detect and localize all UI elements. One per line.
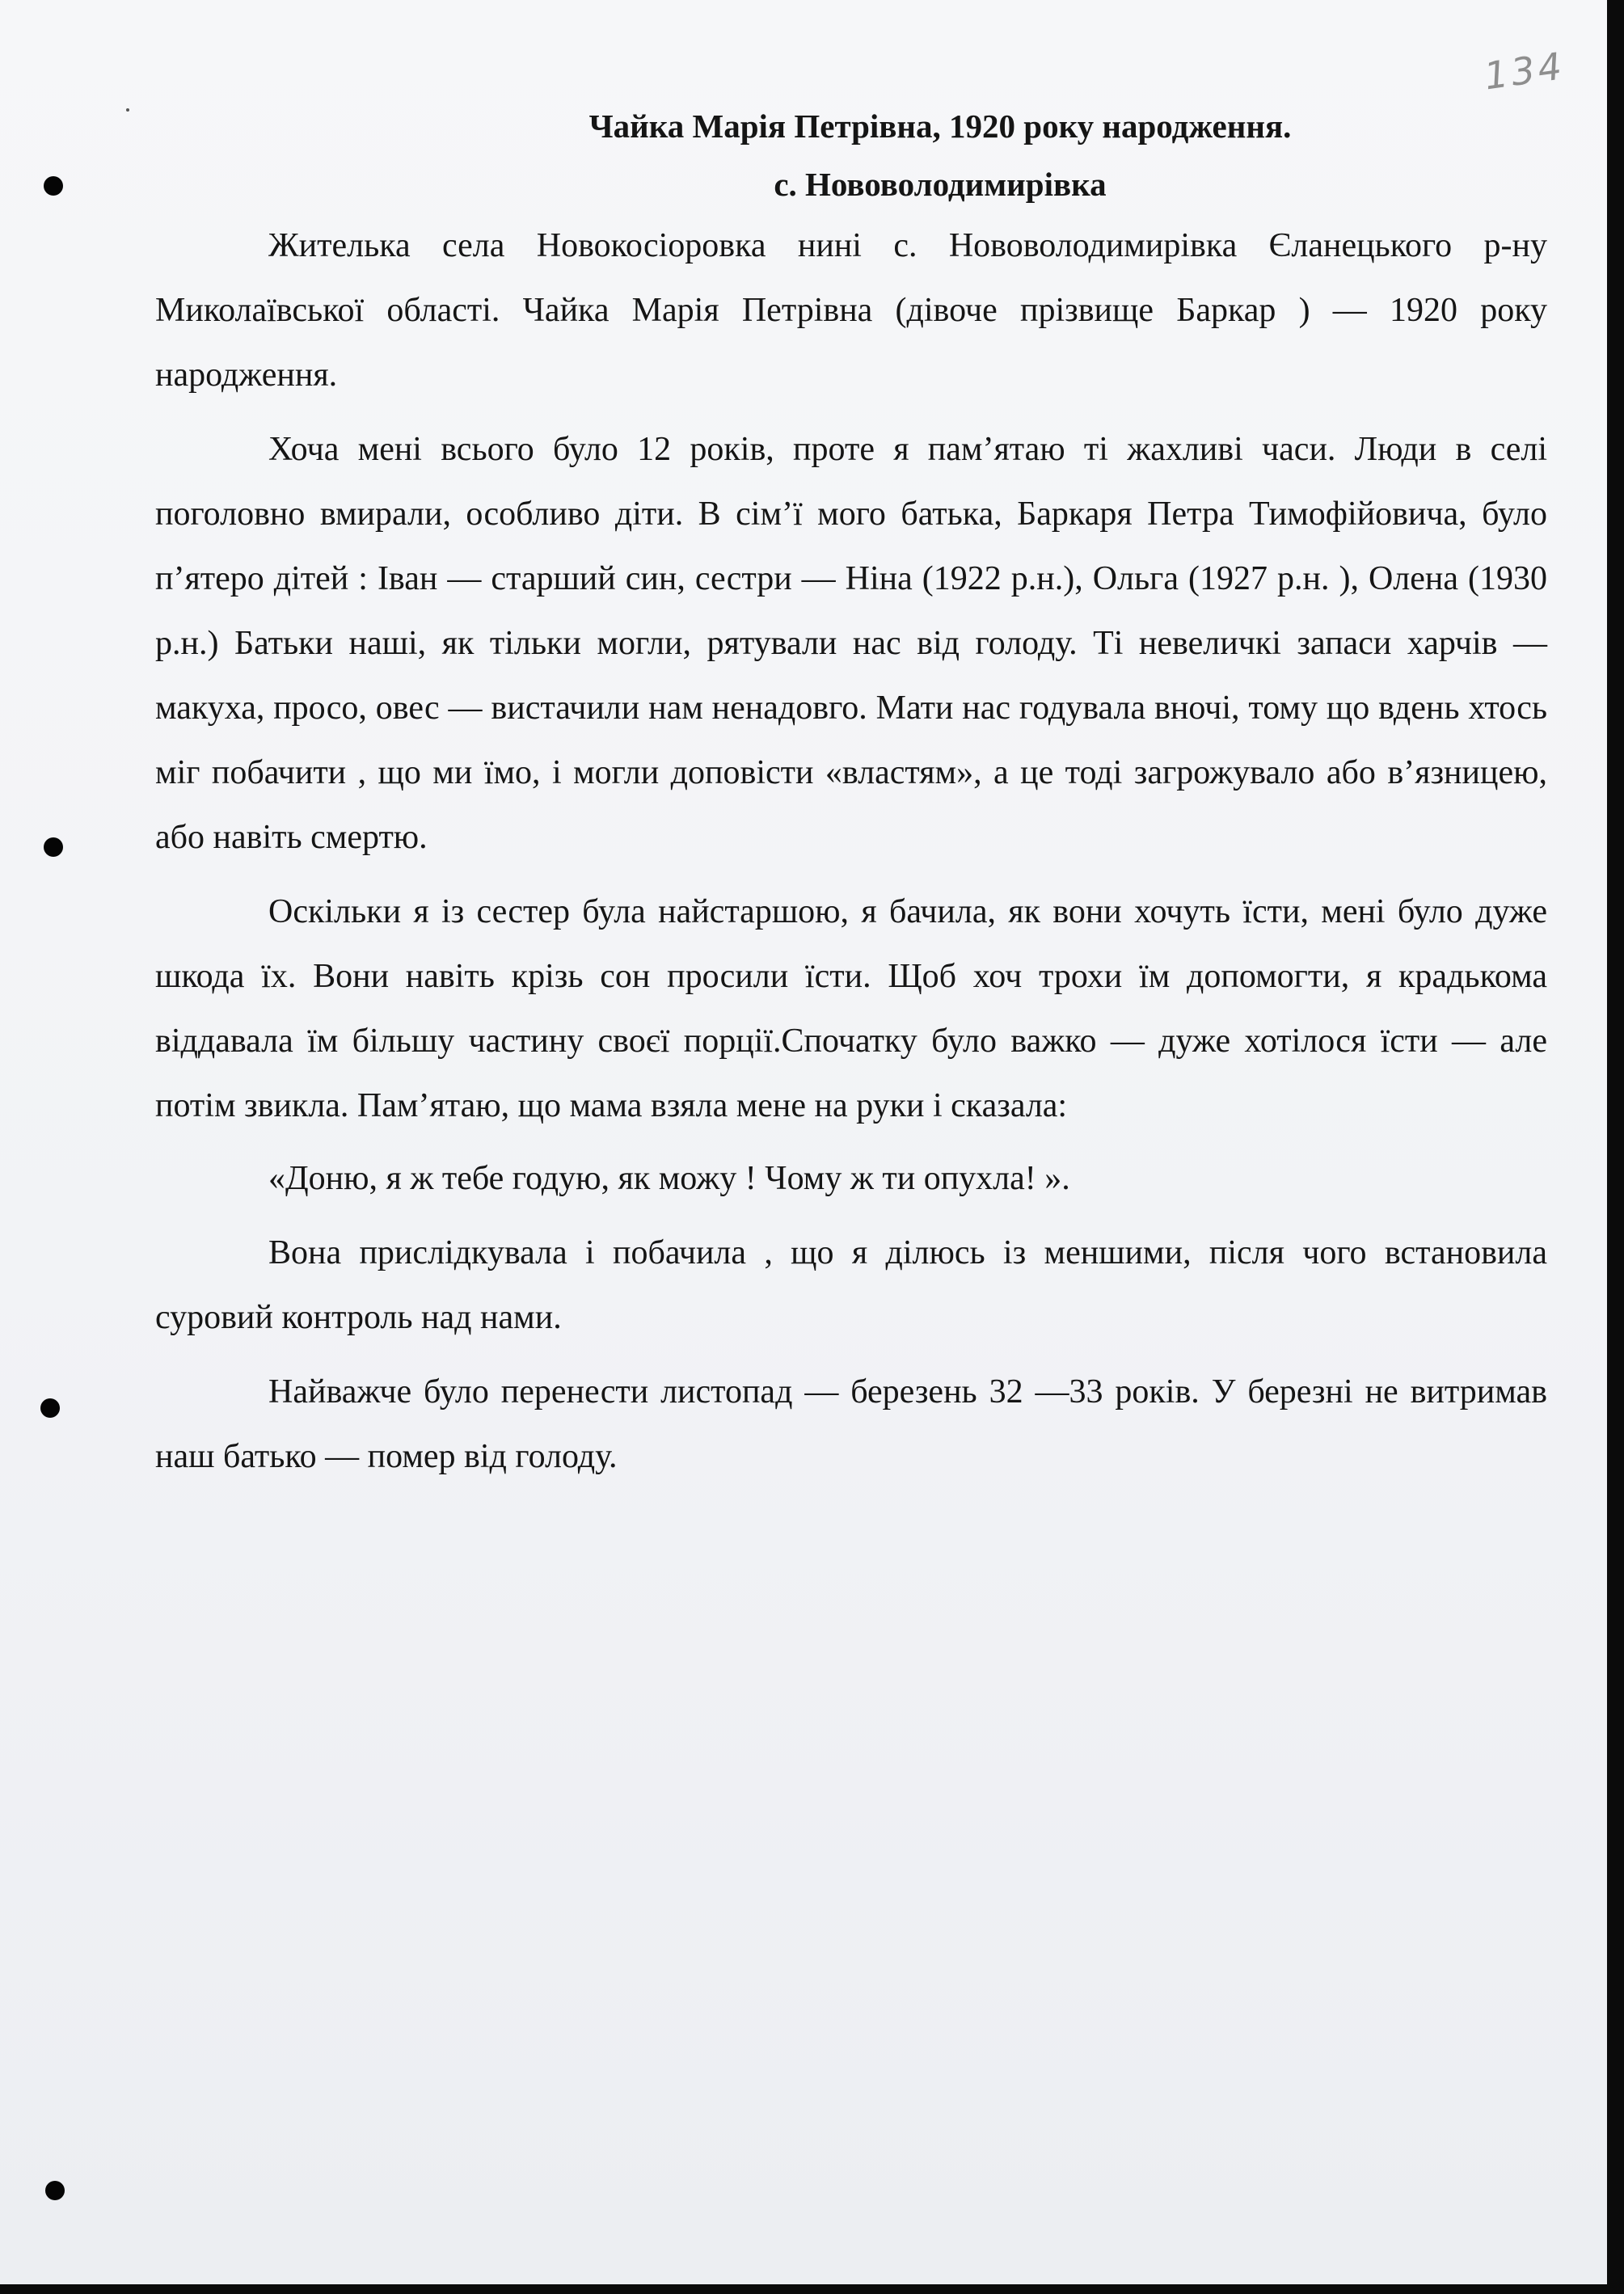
punch-hole-icon: [44, 837, 63, 857]
punch-hole-icon: [44, 176, 63, 196]
punch-hole-icon: [45, 2181, 65, 2200]
paragraph-father: Найважче було перенести листопад — березень 32 —33 років. У березні не витримав наш батько — помер від голоду.: [155, 1373, 1547, 1475]
paragraph-intro: Жителька села Новокосіоровка нині с. Нововолодимирівка Єланецького р-ну Миколаївської області. Чайка Марія Петрівна (дівоче прізвище Баркар ) — 1920 року народження.: [155, 227, 1547, 394]
paper-speck: [126, 108, 129, 112]
paragraph-control: Вона прислідкувала і побачила , що я ділюсь із меншими, після чого встановила суровий контроль над нами.: [155, 1234, 1547, 1336]
document-body: [155, 100, 1547, 1489]
mother-quote: «Доню, я ж тебе годую, як можу ! Чому ж ти опухла! ».: [268, 1160, 1070, 1197]
paragraph-memories: Хоча мені всього було 12 років, проте я пам’ятаю ті жахливі часи. Люди в селі поголовно вмирали, особливо діти. В сім’ї мого батька, Баркаря Петра Тимофійовича, було п’ятеро дітей : Іван — старший син, сестри — Ніна (1922 р.н.), Ольга (1927 р.н. ), Олена (1930 р.н.) Батьки наші, як тільки могли, рятували нас від голоду. Ті невеличкі запаси харчів — макуха, просо, овес — вистачили нам ненадовго. Мати нас годувала вночі, тому що вдень хтось міг побачити , що ми їмо, і могли доповісти «властям», а це тоді загрожувало або в’язницею, або навіть смертю.: [155, 431, 1547, 856]
paragraph-sisters: Оскільки я із сестер була найстаршою, я бачила, як вони хочуть їсти, мені було дуже шкода їх. Вони навіть крізь сон просили їсти. Щоб хоч трохи їм допомогти, я крадькома віддавала їм більшу частину своєї порції.Спочатку було важко — дуже хотілося їсти — але потім звикла. Пам’ятаю, що мама взяла мене на руки і сказала:: [155, 893, 1547, 1124]
document-title: Чайка Марія Петрівна, 1920 року народження.: [588, 108, 1292, 145]
handwritten-page-number: 134: [1481, 44, 1568, 99]
document-subtitle: с. Нововолодимирівка: [774, 166, 1107, 203]
punch-hole-icon: [40, 1398, 60, 1418]
